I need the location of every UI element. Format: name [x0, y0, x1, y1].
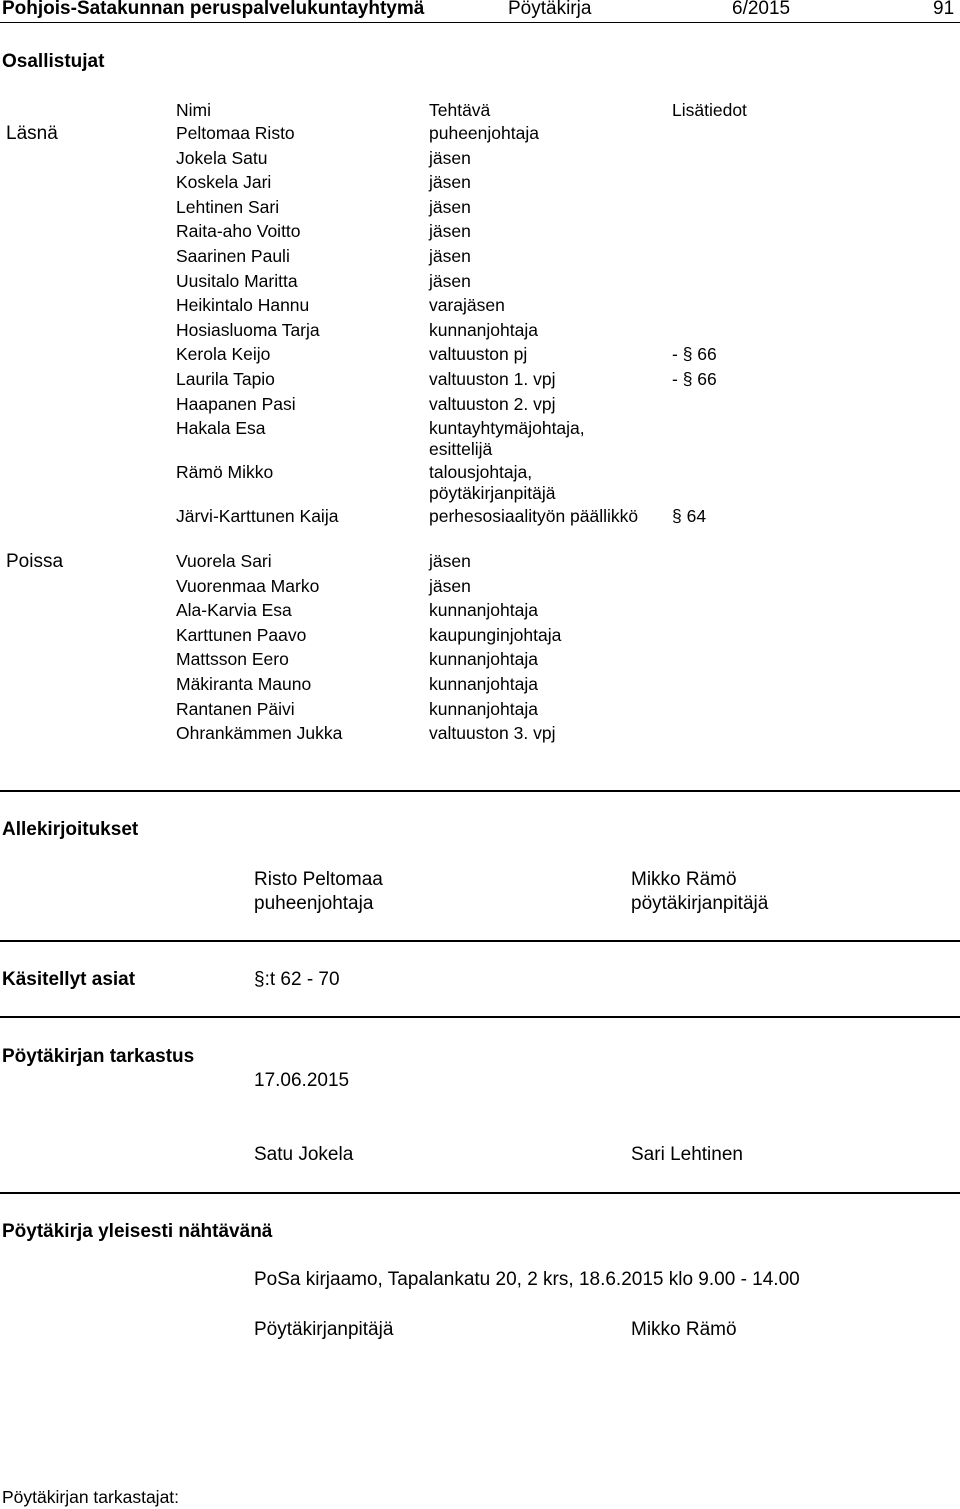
section-divider [0, 1192, 960, 1194]
participant-role: valtuuston 1. vpj [429, 369, 556, 389]
participant-role: jäsen [429, 221, 471, 242]
column-role-header: Tehtävä [429, 100, 491, 120]
participant-row [0, 394, 960, 418]
participant-name: Laurila Tapio [176, 369, 275, 389]
participant-role: jäsen [429, 196, 471, 217]
review-date: 17.06.2015 [254, 1070, 350, 1091]
participant-row [0, 221, 960, 245]
organization-name: Pohjois-Satakunnan peruspalvelukuntayhtymä [2, 0, 425, 19]
signer-role: Pöytäkirjanpitäjä [254, 1319, 394, 1340]
participant-role-line2: esittelijä [429, 439, 493, 460]
section-divider [0, 790, 960, 792]
participant-row [0, 148, 960, 172]
participant-name: Järvi-Karttunen Kaija [176, 506, 339, 527]
participant-row [0, 369, 960, 393]
absent-participant-row [0, 699, 960, 723]
column-info-header: Lisätiedot [672, 100, 747, 120]
handled-items: §:t 62 - 70 [254, 969, 340, 990]
section-divider [0, 940, 960, 942]
participant-name: Haapanen Pasi [176, 393, 296, 414]
absent-participant-name: Rantanen Päivi [176, 698, 295, 719]
participant-role-continuation [0, 439, 960, 463]
absent-participant-role: kunnanjohtaja [429, 674, 538, 694]
participants-title: Osallistujat [2, 51, 105, 72]
participant-row [0, 123, 960, 147]
participant-role: varajäsen [429, 295, 505, 316]
participant-role: jäsen [429, 246, 471, 266]
participant-info: - § 66 [672, 369, 717, 389]
signatures-title: Allekirjoitukset [2, 819, 139, 840]
participant-name: Jokela Satu [176, 147, 268, 168]
chair-role: puheenjohtaja [254, 893, 374, 914]
participant-row [0, 271, 960, 295]
participant-role: valtuuston pj [429, 344, 528, 365]
absent-participant-role: kunnanjohtaja [429, 649, 538, 670]
secretary-role: pöytäkirjanpitäjä [631, 893, 769, 914]
signer-name: Mikko Rämö [631, 1319, 737, 1340]
participants-header-row [0, 100, 960, 124]
meeting-number: 6/2015 [732, 0, 791, 19]
participant-role: kunnanjohtaja [429, 319, 538, 340]
participant-role: kuntayhtymäjohtaja, [429, 418, 585, 439]
review-title: Pöytäkirjan tarkastus [2, 1046, 195, 1067]
participant-row [0, 344, 960, 368]
absent-participant-row [0, 674, 960, 698]
participant-name: Hakala Esa [176, 418, 266, 439]
absent-participant-name: Karttunen Paavo [176, 624, 307, 645]
participant-row [0, 506, 960, 530]
public-display-details: PoSa kirjaamo, Tapalankatu 20, 2 krs, 18.6.2015 klo 9.00 - 14.00 [254, 1269, 800, 1290]
participant-name: Kerola Keijo [176, 344, 271, 365]
participant-name: Raita-aho Voitto [176, 221, 301, 242]
absent-participant-row [0, 600, 960, 624]
participant-name: Rämö Mikko [176, 462, 274, 483]
absent-participant-name: Ohrankämmen Jukka [176, 723, 343, 744]
participant-role: puheenjohtaja [429, 123, 539, 143]
column-name-header: Nimi [176, 100, 211, 120]
absent-participant-name: Ala-Karvia Esa [176, 600, 292, 621]
page-number: 91 [933, 0, 955, 19]
absent-participant-role: jäsen [429, 551, 471, 571]
absent-participant-name: Vuorenmaa Marko [176, 575, 320, 596]
present-label: Läsnä [6, 123, 58, 144]
participant-info: § 64 [672, 506, 707, 527]
participant-row [0, 295, 960, 319]
absent-participant-role: kaupunginjohtaja [429, 624, 562, 645]
section-divider [0, 1016, 960, 1018]
participant-role: valtuuston 2. vpj [429, 393, 556, 414]
absent-participant-name: Vuorela Sari [176, 551, 272, 571]
secretary-name: Mikko Rämö [631, 869, 737, 890]
public-display-title: Pöytäkirja yleisesti nähtävänä [2, 1221, 273, 1242]
participant-role: jäsen [429, 270, 471, 291]
participant-name: Peltomaa Risto [176, 123, 295, 143]
participant-role: perhesosiaalityön päällikkö [429, 506, 639, 527]
header-divider [0, 22, 960, 23]
chair-name: Risto Peltomaa [254, 869, 383, 890]
absent-participant-name: Mattsson Eero [176, 649, 289, 670]
absent-participant-role: jäsen [429, 575, 471, 596]
absent-participant-row [0, 551, 960, 575]
participant-role: jäsen [429, 172, 471, 193]
handled-title: Käsitellyt asiat [2, 969, 136, 990]
absent-participant-row [0, 576, 960, 600]
participant-role: talousjohtaja, [429, 462, 533, 483]
participant-role: jäsen [429, 147, 471, 168]
absent-participant-row [0, 649, 960, 673]
participant-row [0, 172, 960, 196]
reviewer-1: Satu Jokela [254, 1144, 354, 1165]
participant-row [0, 320, 960, 344]
absent-participant-row [0, 723, 960, 747]
participant-name: Lehtinen Sari [176, 196, 280, 217]
participant-role-continuation [0, 483, 960, 507]
participant-name: Uusitalo Maritta [176, 270, 298, 291]
participant-name: Hosiasluoma Tarja [176, 319, 320, 340]
footer-reviewers-label: Pöytäkirjan tarkastajat: [2, 1487, 180, 1507]
participant-name: Heikintalo Hannu [176, 295, 310, 316]
absent-participant-name: Mäkiranta Mauno [176, 674, 312, 694]
absent-participant-role: kunnanjohtaja [429, 600, 538, 621]
document-type: Pöytäkirja [508, 0, 592, 19]
participant-row [0, 246, 960, 270]
participant-role-line2: pöytäkirjanpitäjä [429, 483, 556, 504]
absent-participant-role: kunnanjohtaja [429, 698, 538, 719]
absent-participant-role: valtuuston 3. vpj [429, 723, 556, 744]
participant-info: - § 66 [672, 344, 717, 365]
participant-row [0, 197, 960, 221]
absent-participant-row [0, 625, 960, 649]
participant-name: Saarinen Pauli [176, 246, 290, 266]
reviewer-2: Sari Lehtinen [631, 1144, 743, 1165]
participant-name: Koskela Jari [176, 172, 272, 193]
absent-label: Poissa [6, 551, 64, 572]
